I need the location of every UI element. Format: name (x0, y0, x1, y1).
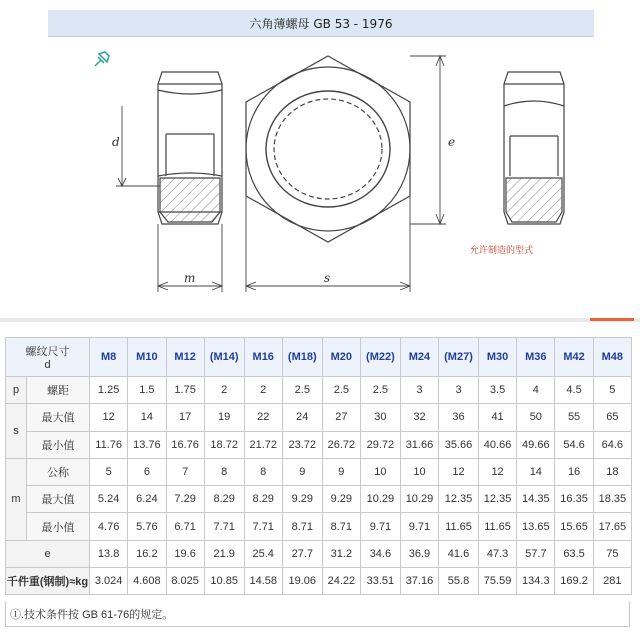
dimension-label-e: e (448, 135, 456, 149)
table-header-row (6, 338, 632, 377)
value-cell: 10.29 (360, 486, 400, 513)
value-cell: 12 (90, 404, 128, 431)
value-cell: 63.5 (555, 540, 593, 567)
value-cell: 19.06 (282, 568, 322, 595)
size-cell: M8 (90, 338, 128, 377)
value-cell: 6 (128, 458, 166, 485)
value-cell: 16.35 (555, 486, 593, 513)
value-cell: 2.5 (282, 377, 322, 404)
value-cell: 2.5 (322, 377, 360, 404)
table-row (6, 431, 632, 458)
row-group-cell: s (6, 404, 27, 459)
section-divider (0, 318, 640, 322)
value-cell: 9.71 (360, 513, 400, 540)
size-cell: M16 (244, 338, 282, 377)
value-cell: 21.9 (204, 540, 244, 567)
value-cell: 65 (593, 404, 631, 431)
size-cell: M20 (322, 338, 360, 377)
row-group-cell: 千件重(钢制)≈kg (6, 568, 90, 595)
value-cell: 24.22 (322, 568, 360, 595)
value-cell: 75 (593, 540, 631, 567)
value-cell: 134.3 (517, 568, 555, 595)
value-cell: 9.71 (400, 513, 438, 540)
size-cell: M36 (517, 338, 555, 377)
value-cell: 8.025 (166, 568, 204, 595)
value-cell: 12 (439, 458, 479, 485)
value-cell: 10.29 (400, 486, 438, 513)
value-cell: 17.65 (593, 513, 631, 540)
drawing-title: 六角薄螺母 GB 53 - 1976 (249, 16, 393, 31)
table-row (6, 458, 632, 485)
nut-drawing (0, 36, 640, 304)
value-cell: 4.76 (90, 513, 128, 540)
row-group-cell: p (6, 377, 27, 404)
value-cell: 2 (204, 377, 244, 404)
size-cell: (M18) (282, 338, 322, 377)
value-cell: 8.71 (282, 513, 322, 540)
value-cell: 26.72 (322, 431, 360, 458)
value-cell: 27.7 (282, 540, 322, 567)
value-cell: 9.29 (322, 486, 360, 513)
value-cell: 50 (517, 404, 555, 431)
value-cell: 17 (166, 404, 204, 431)
value-cell: 169.2 (555, 568, 593, 595)
header-label-cell (6, 338, 90, 377)
value-cell: 5 (90, 458, 128, 485)
value-cell: 13.76 (128, 431, 166, 458)
value-cell: 14 (128, 404, 166, 431)
value-cell: 18.35 (593, 486, 631, 513)
row-label-cell: 公称 (27, 458, 90, 485)
value-cell: 8 (244, 458, 282, 485)
value-cell: 33.51 (360, 568, 400, 595)
dimension-label-d: d (112, 135, 120, 149)
size-cell: M48 (593, 338, 631, 377)
size-cell: (M27) (439, 338, 479, 377)
value-cell: 5.24 (90, 486, 128, 513)
value-cell: 2 (244, 377, 282, 404)
value-cell: 8.29 (204, 486, 244, 513)
value-cell: 19 (204, 404, 244, 431)
value-cell: 12 (478, 458, 516, 485)
value-cell: 10 (360, 458, 400, 485)
value-cell: 6.24 (128, 486, 166, 513)
value-cell: 35.66 (439, 431, 479, 458)
front-hex-view (246, 56, 410, 242)
value-cell: 281 (593, 568, 631, 595)
table-row (6, 404, 632, 431)
spec-table (5, 337, 632, 595)
value-cell: 7 (166, 458, 204, 485)
size-cell: M12 (166, 338, 204, 377)
value-cell: 1.75 (166, 377, 204, 404)
value-cell: 8.71 (322, 513, 360, 540)
value-cell: 5 (593, 377, 631, 404)
value-cell: 3 (439, 377, 479, 404)
value-cell: 1.5 (128, 377, 166, 404)
value-cell: 8 (204, 458, 244, 485)
value-cell: 29.72 (360, 431, 400, 458)
value-cell: 7.71 (244, 513, 282, 540)
header-label-line1: 螺纹尺寸 (25, 346, 70, 358)
value-cell: 55.8 (439, 568, 479, 595)
value-cell: 8.29 (244, 486, 282, 513)
size-cell: M42 (555, 338, 593, 377)
value-cell: 3.024 (90, 568, 128, 595)
value-cell: 4.5 (555, 377, 593, 404)
row-label-cell: 最小值 (27, 431, 90, 458)
value-cell: 22 (244, 404, 282, 431)
value-cell: 14 (517, 458, 555, 485)
value-cell: 10.85 (204, 568, 244, 595)
value-cell: 12.35 (478, 486, 516, 513)
footnote: ①.技术条件按 GB 61-76的规定。 (5, 601, 630, 627)
value-cell: 31.2 (322, 540, 360, 567)
value-cell: 14.35 (517, 486, 555, 513)
value-cell: 32 (400, 404, 438, 431)
value-cell: 2.5 (360, 377, 400, 404)
value-cell: 75.59 (478, 568, 516, 595)
value-cell: 64.6 (593, 431, 631, 458)
size-cell: (M22) (360, 338, 400, 377)
value-cell: 1.25 (90, 377, 128, 404)
header-label-line2: d (44, 359, 51, 371)
value-cell: 37.16 (400, 568, 438, 595)
row-label-cell: 最大值 (27, 404, 90, 431)
value-cell: 55 (555, 404, 593, 431)
size-cell: M24 (400, 338, 438, 377)
accent-bar (590, 318, 634, 321)
value-cell: 34.6 (360, 540, 400, 567)
value-cell: 9 (282, 458, 322, 485)
value-cell: 18.72 (204, 431, 244, 458)
value-cell: 9 (322, 458, 360, 485)
value-cell: 57.7 (517, 540, 555, 567)
value-cell: 10 (400, 458, 438, 485)
table-row (6, 377, 632, 404)
value-cell: 7.71 (204, 513, 244, 540)
row-group-cell: e (6, 540, 90, 567)
value-cell: 40.66 (478, 431, 516, 458)
title-bar (48, 10, 594, 37)
value-cell: 41 (478, 404, 516, 431)
value-cell: 15.65 (555, 513, 593, 540)
value-cell: 16 (555, 458, 593, 485)
value-cell: 31.66 (400, 431, 438, 458)
value-cell: 16.2 (128, 540, 166, 567)
table-row (6, 486, 632, 513)
value-cell: 11.65 (478, 513, 516, 540)
value-cell: 49.66 (517, 431, 555, 458)
row-label-cell: 最小值 (27, 513, 90, 540)
permit-note: 允许制造的型式 (470, 246, 534, 256)
value-cell: 18 (593, 458, 631, 485)
value-cell: 25.4 (244, 540, 282, 567)
value-cell: 4.608 (128, 568, 166, 595)
value-cell: 6.71 (166, 513, 204, 540)
value-cell: 27 (322, 404, 360, 431)
value-cell: 30 (360, 404, 400, 431)
right-side-view (504, 72, 564, 224)
table-row (6, 513, 632, 540)
dimension-label-m: m (184, 271, 196, 285)
value-cell: 23.72 (282, 431, 322, 458)
row-label-cell: 最大值 (27, 486, 90, 513)
value-cell: 36 (439, 404, 479, 431)
table-row (6, 568, 632, 595)
value-cell: 4 (517, 377, 555, 404)
value-cell: 9.29 (282, 486, 322, 513)
row-group-cell: m (6, 458, 27, 540)
value-cell: 12.35 (439, 486, 479, 513)
value-cell: 13.65 (517, 513, 555, 540)
value-cell: 16.76 (166, 431, 204, 458)
size-cell: M10 (128, 338, 166, 377)
dimension-label-s: s (324, 271, 331, 285)
left-side-view (158, 72, 222, 224)
value-cell: 54.6 (555, 431, 593, 458)
value-cell: 19.6 (166, 540, 204, 567)
value-cell: 41.6 (439, 540, 479, 567)
value-cell: 3 (400, 377, 438, 404)
value-cell: 13.8 (90, 540, 128, 567)
value-cell: 3.5 (478, 377, 516, 404)
value-cell: 21.72 (244, 431, 282, 458)
value-cell: 11.65 (439, 513, 479, 540)
value-cell: 5.76 (128, 513, 166, 540)
value-cell: 24 (282, 404, 322, 431)
value-cell: 14.58 (244, 568, 282, 595)
value-cell: 36.9 (400, 540, 438, 567)
value-cell: 47.3 (478, 540, 516, 567)
size-cell: M30 (478, 338, 516, 377)
size-cell: (M14) (204, 338, 244, 377)
value-cell: 11.76 (90, 431, 128, 458)
row-label-cell: 螺距 (27, 377, 90, 404)
value-cell: 7.29 (166, 486, 204, 513)
table-row (6, 540, 632, 567)
